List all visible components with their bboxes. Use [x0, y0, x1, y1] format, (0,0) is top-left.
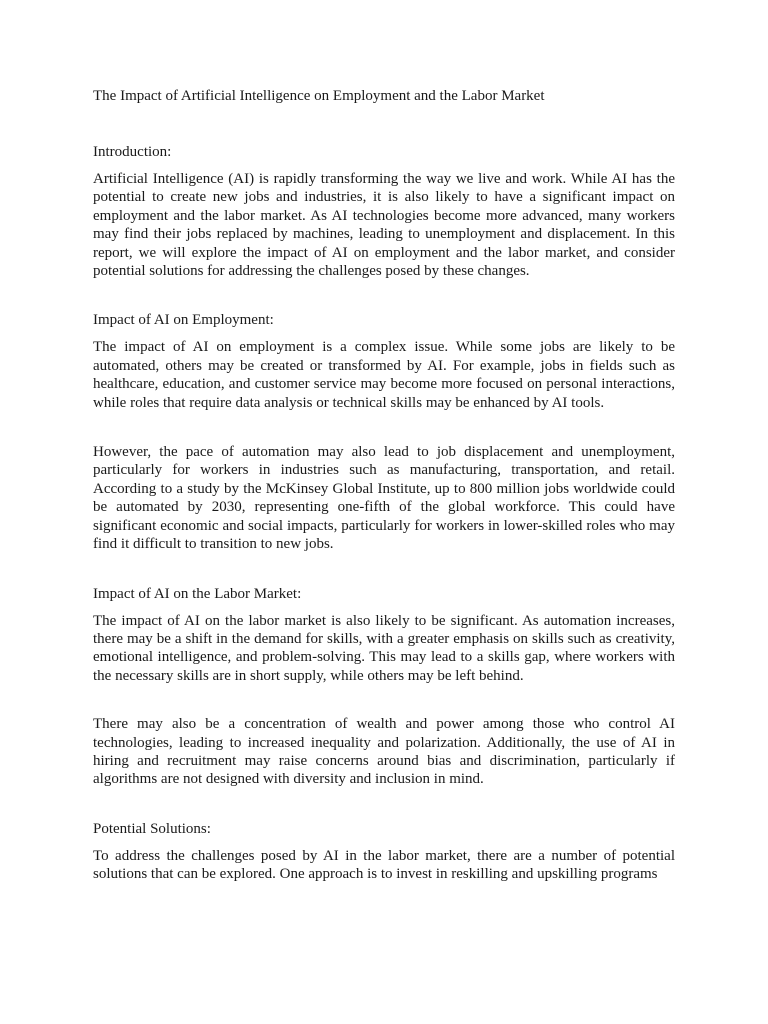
heading-potential-solutions: Potential Solutions:: [93, 820, 211, 837]
document-page: [93, 86, 675, 884]
heading-impact-on-employment: Impact of AI on Employment:: [93, 312, 274, 329]
document-title: The Impact of Artificial Intelligence on Employment and the Labor Market: [93, 88, 545, 104]
paragraph-labor-market-1: The impact of AI on the labor market is also likely to be significant. As automation increases, there may be a shift in the demand for skills, with a greater emphasis on skills such as creativity, emotional intelligence, and problem-solving. This may lead to a skills gap, where workers with the necessary skills are in short supply, while others may be left behind.: [93, 612, 675, 684]
paragraph-employment-1: The impact of AI on employment is a complex issue. While some jobs are likely to be automated, others may be created or transformed by AI. For example, jobs in fields such as healthcare, education, and customer service may become more focused on personal interactions, while roles that require data analysis or technical skills may be enhanced by AI tools.: [93, 339, 675, 411]
heading-introduction: Introduction:: [93, 144, 172, 160]
paragraph-introduction: Artificial Intelligence (AI) is rapidly transforming the way we live and work. While AI has the potential to create new jobs and industries, it is also likely to have a significant impact on employment and the labor market. As AI technologies become more advanced, many workers may find their jobs replaced by machines, leading to unemployment and displacement. In this report, we will explore the impact of AI on employment and the labor market, and consider potential solutions for addressing the challenges posed by these changes.: [93, 171, 675, 280]
paragraph-employment-2: However, the pace of automation may also lead to job displacement and unemployment, particularly for workers in industries such as manufacturing, transportation, and retail. According to a study by the McKinsey Global Institute, up to 800 million jobs worldwide could be automated by 2030, representing one-fifth of the global workforce. This could have significant economic and social impacts, particularly for workers in lower-skilled roles who may find it difficult to transition to new jobs.: [93, 444, 675, 553]
paragraph-labor-market-2: There may also be a concentration of wealth and power among those who control AI technologies, leading to increased inequality and polarization. Additionally, the use of AI in hiring and recruitment may raise concerns around bias and discrimination, particularly if algorithms are not designed with diversity and inclusion in mind.: [93, 716, 675, 788]
heading-impact-on-labor-market: Impact of AI on the Labor Market:: [93, 585, 302, 602]
paragraph-solutions: To address the challenges posed by AI in the labor market, there are a number of potential solutions that can be explored. One approach is to invest in reskilling and upskilling programs: [93, 847, 675, 883]
